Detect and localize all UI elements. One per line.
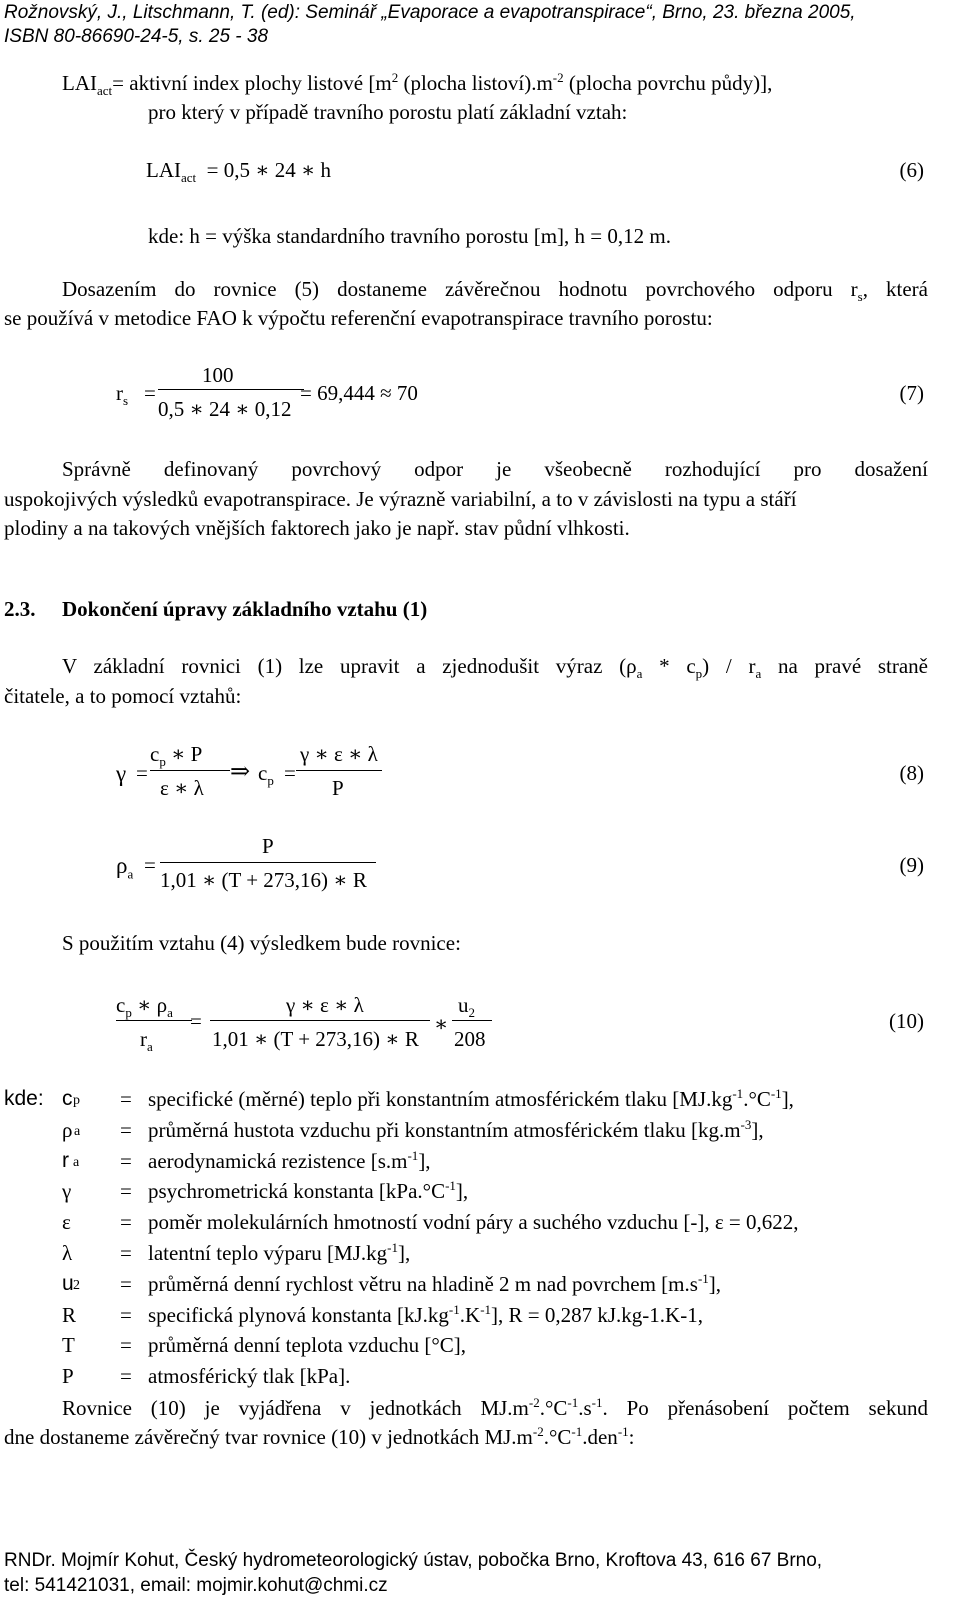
equation-7-rhs: = 69,444 ≈ 70 [300, 381, 418, 405]
equation-6: $LAI_{act} = 0,5$ ∗ 24 ∗ h [146, 158, 332, 186]
definitions-kde: kde: [4, 1087, 44, 1110]
equation-10-den-mid: 1,01 ∗ (T + 273,16) ∗ R [212, 1027, 419, 1051]
header-citation: Rožnovský, J., Litschmann, T. (ed): Seminář „Evaporace a evapotranspirace“, Brno, 23. března 2005, [4, 2, 856, 23]
definition-description: průměrná hustota vzduchu při konstantním atmosférickém tlaku $[kg.m^{-3}]$, [148, 1117, 764, 1142]
equation-7-eq: = [144, 381, 156, 405]
equation-8-implies: ⇒ [230, 759, 251, 785]
definition-equals: = [120, 1179, 132, 1203]
footer-author: RNDr. Mojmír Kohut, Český hydrometeorologický ústav, pobočka Brno, Kroftova 43, 616 67 Brno, [4, 1550, 823, 1571]
equation-8-cp: $c_p$ [258, 761, 274, 789]
definition-equals: = [120, 1087, 132, 1111]
definition-equals: = [120, 1364, 132, 1388]
definition-symbol: λ [62, 1241, 73, 1265]
paragraph-resistance-line1: Správně definovaný povrchový odpor je všeobecně rozhodující pro dosažení [62, 457, 928, 481]
definition-description: latentní teplo výparu $[MJ.kg^{-1}]$, [148, 1240, 411, 1265]
definition-equals: = [120, 1118, 132, 1142]
equation-10-num-mid: γ ∗ ε ∗ λ [286, 993, 364, 1017]
footer-contact: tel: 541421031, email: mojmir.kohut@chmi.cz [4, 1575, 388, 1596]
equation-8-gamma: γ [116, 761, 127, 786]
definition-symbol: R [62, 1303, 77, 1327]
paragraph-rs-line1: Dosazením do rovnice (5) dostaneme závěrečnou hodnotu povrchového odporu $r_s$, která [62, 277, 928, 305]
definition-symbol: γ [62, 1179, 72, 1203]
equation-7-lhs: $r_s$ [116, 381, 129, 409]
equation-9-numerator: P [262, 834, 274, 858]
equation-7-number: (7) [899, 381, 924, 405]
definition-h: kde: h = výška standardního travního porostu [m], h = 0,12 m. [148, 224, 671, 248]
equation-9-number: (9) [899, 853, 924, 877]
definition-symbol: ρ [62, 1118, 73, 1142]
equation-8-num1: $c_p$ ∗ P [150, 742, 203, 770]
definition-symbol: u [62, 1272, 74, 1295]
equation-10-den-right: 208 [454, 1027, 486, 1051]
equation-8-eq: = [136, 761, 148, 785]
equation-10-bar-mid [210, 1020, 430, 1021]
definition-equals: = [120, 1333, 132, 1357]
paragraph-resistance-line2: uspokojivých výsledků evapotranspirace. Je výrazně variabilní, a to v závislosti na typu a stáří [4, 487, 797, 511]
definition-description: poměr molekulárních hmotností vodní páry a suchého vzduchu [-], ε = 0,622, [148, 1210, 799, 1234]
equation-9-denominator: 1,01 ∗ (T + 273,16) ∗ R [160, 868, 367, 892]
equation-10-bar-left [116, 1020, 192, 1021]
definition-description: průměrná denní teplota vzduchu [°C], [148, 1333, 467, 1357]
definition-symbol: r [62, 1149, 69, 1172]
paragraph-rs-line2: se používá v metodice FAO k výpočtu referenční evapotranspirace travního porostu: [4, 306, 713, 330]
equation-8-den1: ε ∗ λ [160, 776, 204, 800]
definition-description: psychrometrická konstanta $[kPa.^\circ C^{-1}]$, [148, 1178, 469, 1203]
paragraph-units-line2: dne dostaneme závěrečný tvar rovnice (10) v jednotkách $MJ.m^{-2}.^\circ C^{-1}.den^{-1}$: [4, 1424, 635, 1449]
equation-8-eq2: = [284, 761, 296, 785]
equation-7-numerator: 100 [202, 363, 234, 387]
definition-description: průměrná denní rychlost větru na hladině 2 m nad povrchem $[m.s^{-1}]$, [148, 1271, 722, 1296]
paragraph-simplify-line1: V základní rovnici (1) lze upravit a zjednodušit výraz $(\rho_a * c_p) / r_a$ na pravé straně [62, 654, 929, 682]
definition-equals: = [120, 1241, 132, 1265]
equation-8-den2: P [332, 776, 344, 800]
equation-10-num-right: $u_2$ [458, 993, 475, 1021]
equation-8-num2: γ ∗ ε ∗ λ [300, 742, 378, 766]
equation-10-times: ∗ [434, 1012, 449, 1036]
definition-symbol: T [62, 1333, 75, 1357]
section-title: Dokončení úpravy základního vztahu (1) [62, 597, 428, 621]
definition-description: specifická plynová konstanta $[kJ.kg^{-1}.K^{-1}]$, R = 0,287 kJ.kg-1.K-1, [148, 1302, 703, 1327]
equation-8-bar2 [296, 770, 382, 771]
definition-description: specifické (měrné) teplo při konstantním atmosférickém tlaku $[MJ.kg^{-1}.^\circ C^{-1}]$, [148, 1086, 794, 1111]
definition-symbol: P [62, 1364, 74, 1388]
header-isbn: ISBN 80-86690-24-5, s. 25 - 38 [4, 26, 269, 47]
definition-description: atmosférický tlak [kPa]. [148, 1364, 351, 1388]
equation-10-bar-right [452, 1020, 492, 1021]
paragraph-resistance-line3: plodiny a na takových vnějších faktorech jako je např. stav půdní vlhkosti. [4, 516, 630, 540]
paragraph-simplify-line2: čitatele, a to pomocí vztahů: [4, 684, 242, 708]
equation-10-eq: = [190, 1009, 202, 1033]
equation-10-num-left: $c_p$ ∗ $\rho_a$ [116, 993, 173, 1021]
lai-definition-cont: pro který v případě travního porostu platí základní vztah: [148, 100, 628, 124]
equation-10-den-left: $r_a$ [140, 1027, 153, 1055]
definition-equals: = [120, 1210, 132, 1234]
equation-6-number: (6) [899, 158, 924, 182]
equation-9-eq: = [144, 853, 156, 877]
lai-definition: $LAI_{act}=$ aktivní index plochy listové [$m^2$ (plocha $listoví).m^{-2}$ (plocha povrchu půdy)], [62, 70, 773, 99]
definition-equals: = [120, 1272, 132, 1296]
equation-10-number: (10) [889, 1009, 924, 1033]
equation-8-number: (8) [899, 761, 924, 785]
definition-equals: = [120, 1149, 132, 1173]
definition-symbol: ε [62, 1210, 71, 1234]
equation-9-bar [160, 862, 376, 863]
equation-9-lhs: $\rho_a$ [116, 853, 134, 882]
paragraph-using-eq4: S použitím vztahu (4) výsledkem bude rovnice: [62, 931, 461, 955]
definition-equals: = [120, 1303, 132, 1327]
definition-symbol: c [62, 1087, 73, 1110]
equation-8-bar1 [150, 770, 230, 771]
section-number: 2.3. [4, 597, 36, 621]
equation-7-fraction-bar [158, 389, 304, 390]
definition-description: aerodynamická rezistence $[s.m^{-1}]$, [148, 1148, 431, 1173]
paragraph-units-line1: Rovnice (10) je vyjádřena v jednotkách $MJ.m^{-2}.^\circ C^{-1}.s^{-1}$. Po přenásobení počtem sekund [62, 1395, 928, 1420]
equation-7-denominator: 0,5 ∗ 24 ∗ 0,12 [158, 397, 292, 421]
